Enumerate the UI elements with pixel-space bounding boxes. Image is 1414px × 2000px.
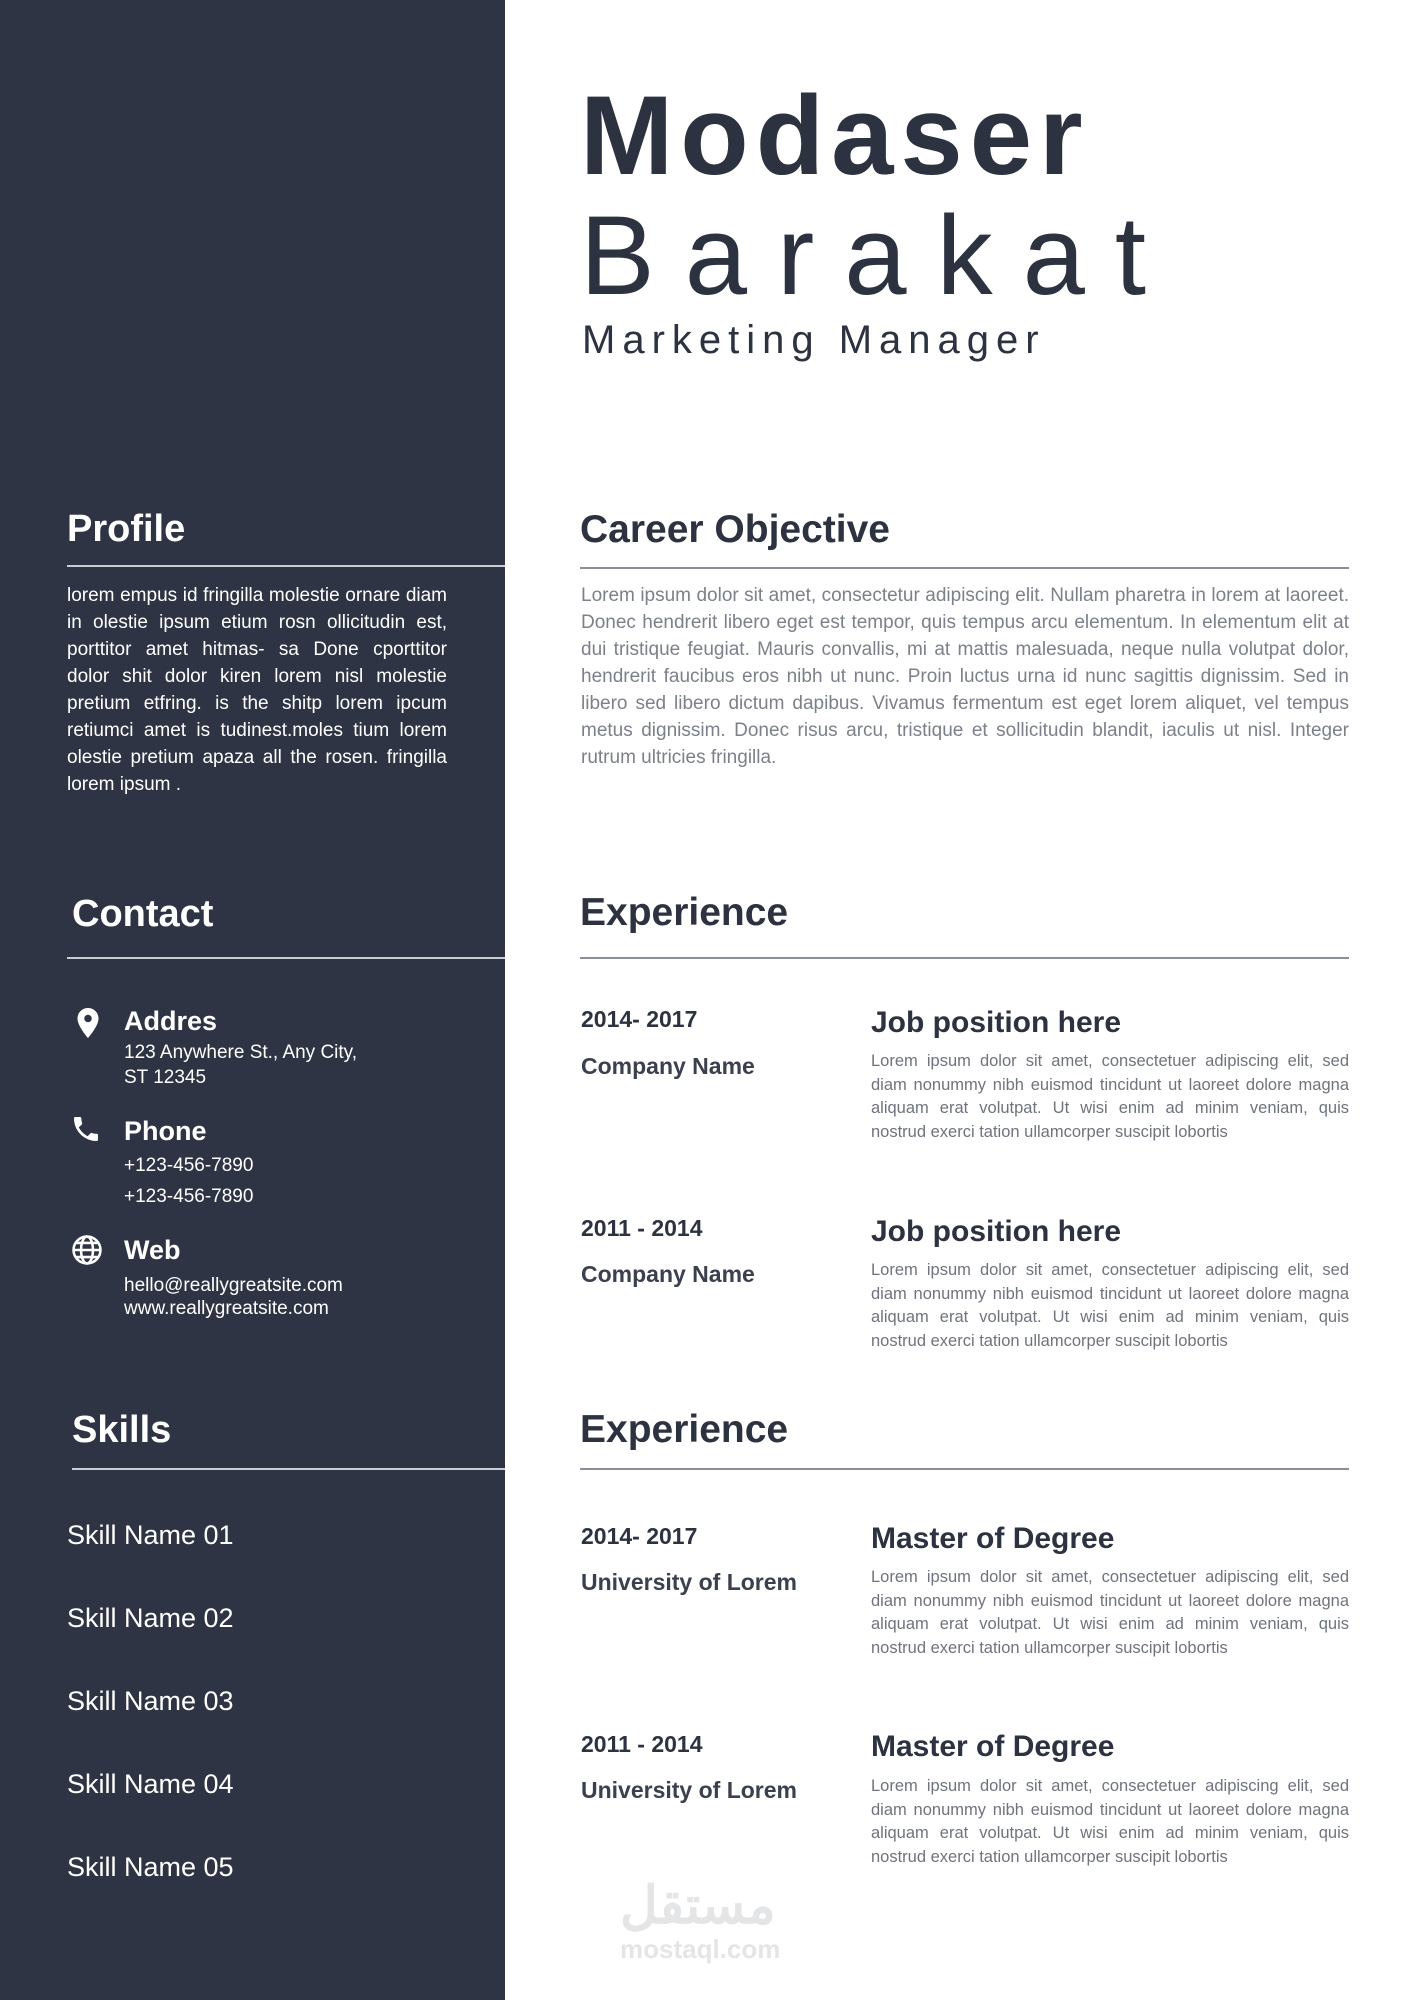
skills-heading: Skills — [72, 1409, 172, 1451]
last-name: Barakat — [580, 193, 1176, 318]
education-description: Lorem ipsum dolor sit amet, consectetuer adipiscing elit, sed diam nonummy nibh euismod tincidunt ut laoreet dolore magna aliquam erat volutpat. Ut wisi enim ad minim veniam, quis nostrud exerci tation ullamcorper suscipit lobortis — [871, 1568, 1349, 1657]
experience-company: Company Name — [581, 1261, 755, 1287]
career-objective-text: Lorem ipsum dolor sit amet, consectetur adipiscing elit. Nullam pharetra in lorem at laoreet. Donec hendrerit libero eget est tempor, quis tempus arcu elementum. In elementum elit at dui tristique feugiat. Mauris convallis, mi at mattis malesuada, neque nulla volutpat dolor, hendrerit faucibus eros nibh ut nunc. Proin luctus urna id nunc sagittis dignissim. Sed in libero sed libero dictum dapibus. Vivamus fermentum est eget lorem aliquet, vel tempus metus dignissim. Donec risus arcu, tristique et sollicitudin blandit, iaculis ut nisl. Integer rutrum ultricies fringilla. — [581, 585, 1349, 768]
skill-item: Skill Name 05 — [67, 1852, 234, 1882]
education-school: University of Lorem — [581, 1777, 797, 1803]
phone-label: Phone — [124, 1116, 207, 1146]
education-heading: Experience — [580, 1408, 789, 1451]
experience-date: 2011 - 2014 — [581, 1215, 703, 1241]
career-objective-rule — [580, 567, 1349, 569]
education-rule — [580, 1468, 1349, 1470]
contact-heading: Contact — [72, 893, 214, 935]
phone-line-2: +123-456-7890 — [124, 1186, 254, 1207]
address-label: Addres — [124, 1006, 218, 1036]
experience-rule — [580, 957, 1349, 959]
address-line-2: ST 12345 — [124, 1067, 207, 1088]
web-email: hello@reallygreatsite.com — [124, 1275, 343, 1296]
skill-item: Skill Name 04 — [67, 1769, 234, 1799]
profile-heading: Profile — [67, 508, 186, 550]
experience-position: Job position here — [871, 1215, 1122, 1248]
experience-description: Lorem ipsum dolor sit amet, consectetuer adipiscing elit, sed diam nonummy nibh euismod tincidunt ut laoreet dolore magna aliquam erat volutpat. Ut wisi enim ad minim veniam, quis nostrud exerci tation ullamcorper suscipit lobortis — [871, 1261, 1349, 1350]
experience-heading: Experience — [580, 891, 789, 934]
experience-company: Company Name — [581, 1053, 755, 1079]
location-pin-icon — [70, 1005, 106, 1041]
skill-item: Skill Name 01 — [67, 1520, 234, 1550]
profile-rule — [67, 565, 505, 567]
education-degree: Master of Degree — [871, 1730, 1115, 1763]
education-date: 2011 - 2014 — [581, 1731, 703, 1757]
education-description: Lorem ipsum dolor sit amet, consectetuer adipiscing elit, sed diam nonummy nibh euismod tincidunt ut laoreet dolore magna aliquam erat volutpat. Ut wisi enim ad minim veniam, quis nostrud exerci tation ullamcorper suscipit lobortis — [871, 1777, 1349, 1866]
experience-position: Job position here — [871, 1006, 1122, 1039]
web-label: Web — [124, 1235, 181, 1265]
phone-line-1: +123-456-7890 — [124, 1155, 254, 1176]
watermark-latin: mostaql.com — [620, 1934, 781, 1964]
phone-icon — [70, 1113, 106, 1149]
education-school: University of Lorem — [581, 1569, 797, 1595]
experience-date: 2014- 2017 — [581, 1006, 698, 1032]
experience-description: Lorem ipsum dolor sit amet, consectetuer adipiscing elit, sed diam nonummy nibh euismod tincidunt ut laoreet dolore magna aliquam erat volutpat. Ut wisi enim ad minim veniam, quis nostrud exerci tation ullamcorper suscipit lobortis — [871, 1052, 1349, 1141]
job-title: Marketing Manager — [582, 318, 1046, 362]
skills-rule — [72, 1468, 505, 1470]
skill-item: Skill Name 03 — [67, 1686, 234, 1716]
education-degree: Master of Degree — [871, 1522, 1115, 1555]
education-date: 2014- 2017 — [581, 1523, 698, 1549]
profile-text: lorem empus id fringilla molestie ornare diam in olestie ipsum etium rosn ollicitudin est, porttitor amet hitmas- sa Done cporttitor dolor shit dolor kiren lorem nisl molestie pretium etfring. is the shitp lorem ipcum retiumci amet is tudinest.moles tium lorem olestie pretium apaza all the rosen. fringilla lorem ipsum . — [67, 585, 447, 795]
first-name: Modaser — [580, 73, 1090, 198]
address-line-1: 123 Anywhere St., Any City, — [124, 1042, 358, 1063]
globe-icon — [70, 1233, 106, 1269]
skill-item: Skill Name 02 — [67, 1603, 234, 1633]
career-objective-heading: Career Objective — [580, 508, 891, 551]
watermark-arabic: مستقل — [620, 1877, 776, 1935]
contact-rule — [67, 957, 505, 959]
web-site: www.reallygreatsite.com — [124, 1298, 329, 1319]
